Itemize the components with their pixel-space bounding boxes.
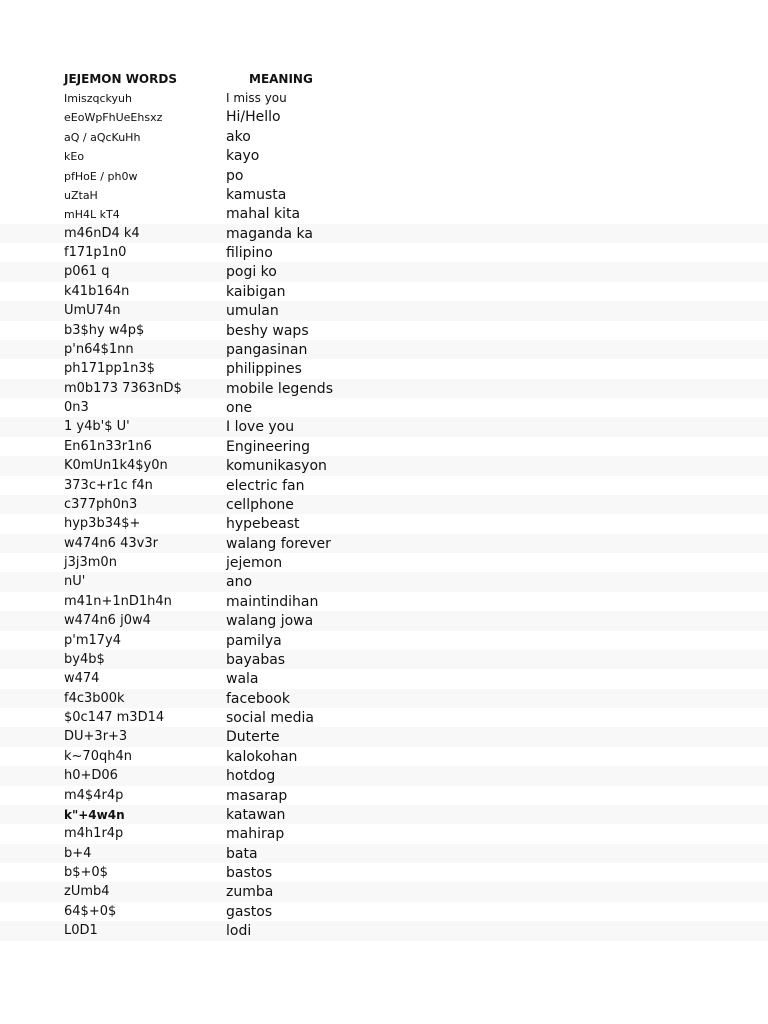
jejemon-word: by4b$ (64, 651, 105, 667)
table-row (0, 301, 768, 320)
table-row (0, 282, 768, 301)
table-row (0, 127, 768, 146)
jejemon-word: k"+4w4n (64, 807, 125, 822)
table-row (0, 456, 768, 475)
table-row (0, 611, 768, 630)
word-meaning: lodi (226, 923, 252, 940)
jejemon-word: En61n33r1n6 (64, 438, 152, 454)
word-meaning: kayo (226, 148, 260, 165)
word-meaning: jejemon (226, 555, 283, 571)
word-meaning: pangasinan (226, 341, 308, 358)
jejemon-word: kEo (64, 150, 85, 164)
word-meaning: Duterte (226, 729, 280, 746)
word-meaning: electric fan (226, 477, 305, 494)
table-row (0, 495, 768, 514)
table-row (0, 747, 768, 766)
word-meaning: Hi/Hello (226, 109, 281, 126)
table-row (0, 340, 768, 359)
jejemon-word: K0mUn1k4$y0n (64, 458, 168, 474)
jejemon-word: w474n6 43v3r (64, 535, 158, 551)
table-row (0, 805, 768, 824)
table-row (0, 572, 768, 591)
jejemon-word: b$+0$ (64, 865, 108, 880)
word-meaning: bayabas (226, 651, 286, 668)
word-meaning: mahal kita (226, 206, 301, 223)
word-meaning: walang jowa (226, 613, 314, 630)
jejemon-word: DU+3r+3 (64, 729, 128, 745)
word-meaning: masarap (226, 787, 288, 804)
jejemon-word: k~70qh4n (64, 748, 132, 764)
table-row (0, 476, 768, 495)
word-meaning: facebook (226, 690, 290, 707)
jejemon-word: m41n+1nD1h4n (64, 593, 172, 609)
jejemon-word: 64$+0$ (64, 903, 117, 919)
jejemon-word: c377ph0n3 (64, 496, 138, 512)
table-row (0, 727, 768, 746)
jejemon-word: 1 y4b'$ U' (64, 419, 130, 435)
table-row (0, 882, 768, 901)
word-meaning: gastos (226, 903, 273, 920)
jejemon-word: w474 (64, 671, 100, 687)
word-meaning: zumba (226, 884, 274, 901)
jejemon-word: $0c147 m3D14 (64, 710, 165, 725)
table-row (0, 514, 768, 533)
jejemon-word: aQ / aQcKuHh (64, 130, 141, 144)
table-row (0, 708, 768, 727)
word-meaning: kaibigan (226, 283, 286, 300)
table-row (0, 321, 768, 340)
jejemon-word: eEoWpFhUeEhsxz (64, 111, 163, 125)
jejemon-word: 0n3 (64, 400, 89, 415)
table-row (0, 262, 768, 281)
table-row (0, 379, 768, 398)
table-row (0, 166, 768, 185)
table-row (0, 786, 768, 805)
jejemon-word: Imiszqckyuh (64, 92, 132, 105)
jejemon-word: b3$hy w4p$ (64, 322, 145, 338)
word-meaning: pogi ko (226, 264, 277, 281)
table-row (0, 185, 768, 204)
word-table (0, 88, 768, 941)
word-meaning: katawan (226, 806, 286, 823)
jejemon-word: p'n64$1nn (64, 341, 134, 357)
table-row (0, 88, 768, 107)
header-jejemon-words: JEJEMON WORDS (64, 72, 177, 86)
jejemon-word: m4$4r4p (64, 787, 124, 803)
table-row (0, 534, 768, 553)
word-meaning: I miss you (226, 91, 287, 105)
table-row (0, 146, 768, 165)
table-row (0, 359, 768, 378)
word-meaning: Engineering (226, 438, 310, 455)
word-meaning: cellphone (226, 496, 294, 513)
table-row (0, 243, 768, 262)
word-meaning: beshy waps (226, 322, 309, 339)
jejemon-word: mH4L kT4 (64, 208, 120, 222)
jejemon-word: uZtaH (64, 188, 98, 202)
word-meaning: umulan (226, 303, 279, 320)
word-meaning: walang forever (226, 535, 331, 552)
jejemon-word: f171p1n0 (64, 245, 127, 260)
jejemon-word: UmU74n (64, 303, 121, 319)
word-meaning: ano (226, 574, 253, 591)
word-meaning: wala (226, 671, 259, 688)
word-meaning: ako (226, 128, 251, 145)
table-row (0, 204, 768, 223)
word-meaning: philippines (226, 361, 302, 378)
jejemon-word: w474n6 j0w4 (64, 613, 151, 629)
table-header (0, 70, 768, 88)
table-row (0, 650, 768, 669)
word-meaning: kalokohan (226, 748, 298, 765)
jejemon-word: pfHoE / ph0w (64, 169, 138, 183)
word-meaning: bastos (226, 865, 273, 881)
table-row (0, 437, 768, 456)
table-row (0, 398, 768, 417)
jejemon-word: h0+D06 (64, 768, 118, 784)
table-row (0, 902, 768, 921)
jejemon-word: zUmb4 (64, 884, 110, 900)
table-row (0, 844, 768, 863)
word-meaning: I love you (226, 419, 295, 436)
word-meaning: one (226, 400, 253, 416)
table-row (0, 107, 768, 126)
jejemon-word: ph171pp1n3$ (64, 361, 155, 377)
word-meaning: bata (226, 845, 258, 862)
table-row (0, 669, 768, 688)
jejemon-word: j3j3m0n (64, 555, 117, 570)
jejemon-word: b+4 (64, 845, 92, 861)
word-meaning: po (226, 167, 244, 184)
word-meaning: hypebeast (226, 516, 300, 533)
word-meaning: maganda ka (226, 225, 313, 242)
jejemon-word: hyp3b34$+ (64, 516, 141, 532)
table-row (0, 553, 768, 572)
header-meaning: MEANING (249, 72, 313, 86)
jejemon-word: p061 q (64, 264, 110, 280)
jejemon-word: m46nD4 k4 (64, 225, 140, 241)
jejemon-word: m4h1r4p (64, 826, 124, 842)
jejemon-word: m0b173 7363nD$ (64, 380, 182, 396)
word-meaning: kamusta (226, 186, 287, 203)
jejemon-word: 373c+r1c f4n (64, 477, 153, 493)
table-row (0, 921, 768, 940)
table-row (0, 824, 768, 843)
word-meaning: filipino (226, 245, 273, 261)
table-row (0, 224, 768, 243)
word-meaning: hotdog (226, 768, 276, 785)
jejemon-word: k41b164n (64, 283, 130, 299)
jejemon-word: L0D1 (64, 923, 98, 939)
word-meaning: pamilya (226, 632, 282, 649)
word-meaning: komunikasyon (226, 458, 327, 475)
table-row (0, 766, 768, 785)
table-row (0, 592, 768, 611)
word-meaning: social media (226, 710, 314, 726)
jejemon-word: nU' (64, 574, 86, 590)
word-meaning: mobile legends (226, 380, 333, 397)
word-meaning: maintindihan (226, 593, 319, 610)
jejemon-word: p'm17y4 (64, 632, 121, 648)
table-row (0, 417, 768, 436)
jejemon-word: f4c3b00k (64, 690, 125, 706)
table-row (0, 631, 768, 650)
word-meaning: mahirap (226, 826, 285, 843)
table-row (0, 863, 768, 882)
table-row (0, 689, 768, 708)
